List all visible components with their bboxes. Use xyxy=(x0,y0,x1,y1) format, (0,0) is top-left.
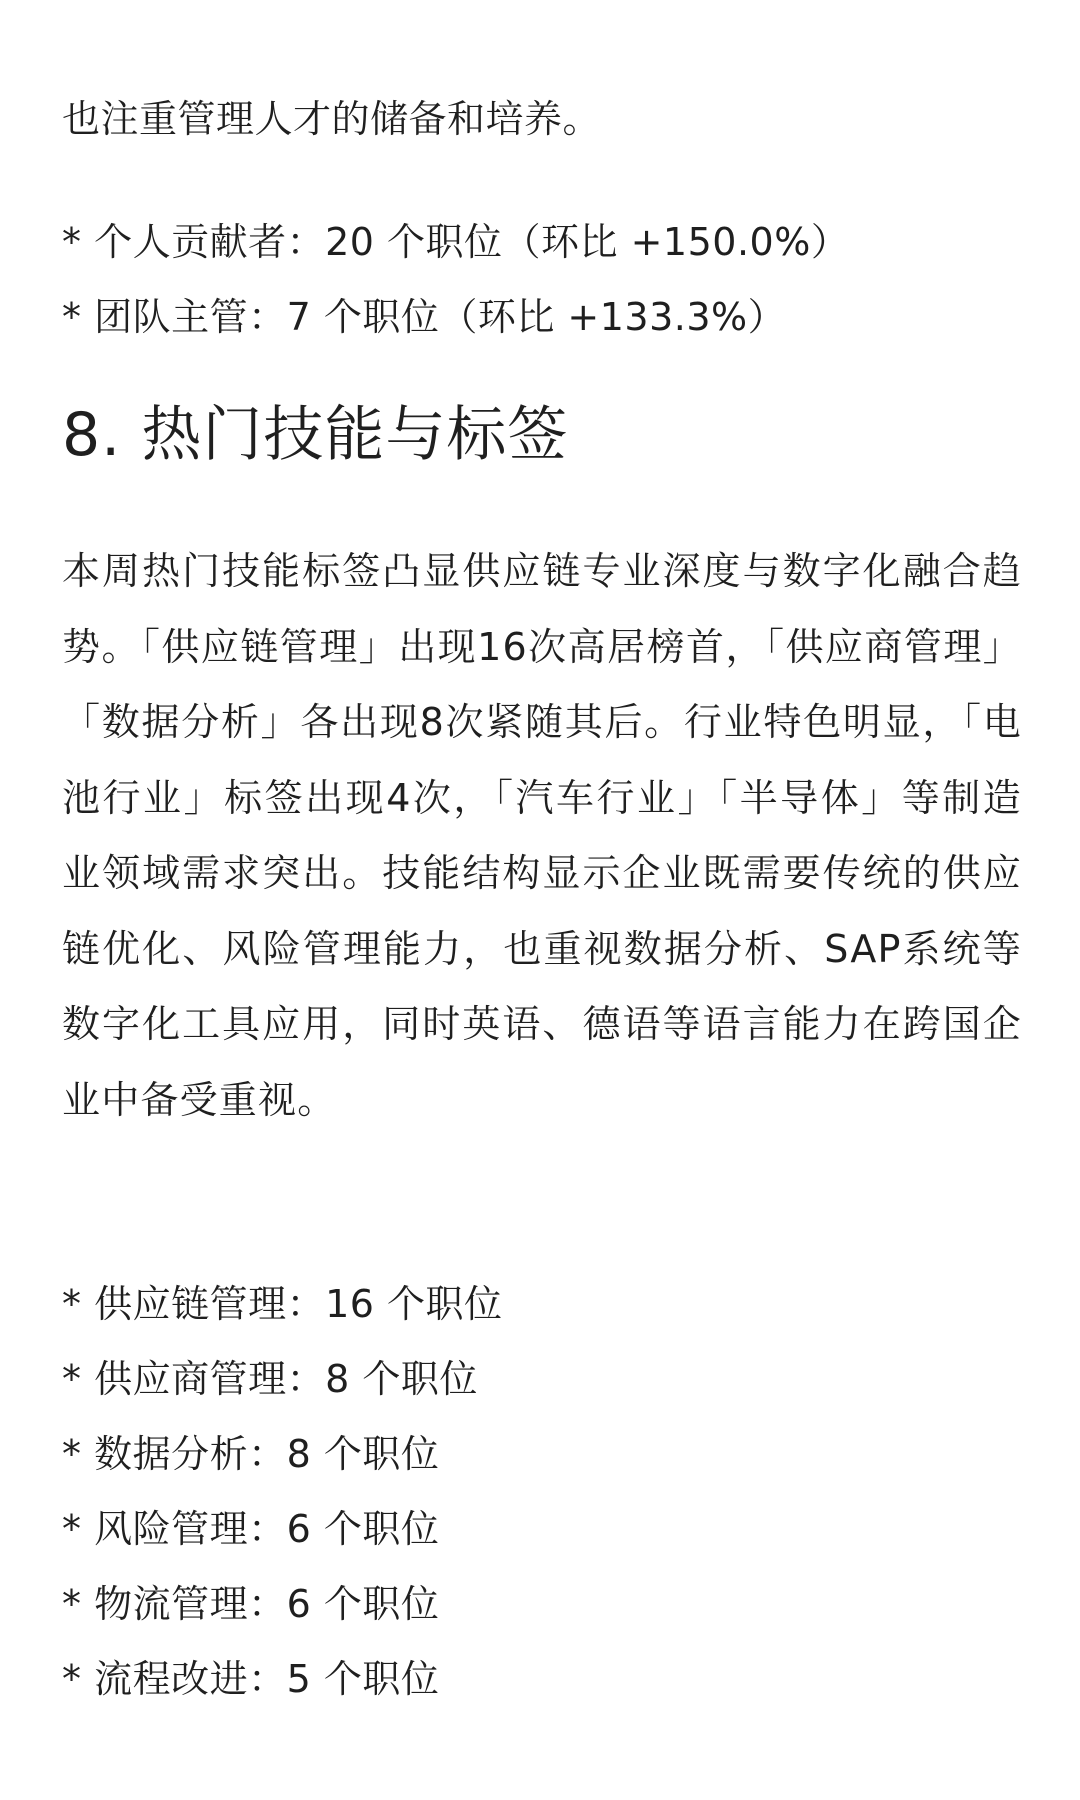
skill-list xyxy=(62,1267,503,1717)
list-item-team-lead: * 团队主管：7 个职位（环比 +133.3%） xyxy=(62,295,787,339)
intro-text: 也注重管理人才的储备和培养。 xyxy=(62,97,602,141)
list-item-process-improvement: * 流程改进：5 个职位 xyxy=(62,1657,440,1701)
list-item-individual-contributor: * 个人贡献者：20 个职位（环比 +150.0%） xyxy=(62,220,850,264)
section-paragraph: 本周热门技能标签凸显供应链专业深度与数字化融合趋势。「供应链管理」出现16次高居榜首，「供应商管理」「数据分析」各出现8次紧随其后。行业特色明显，「电池行业」标签出现4次，「汽车行业」「半导体」等制造业领域需求突出。技能结构显示企业既需要传统的供应链优化、风险管理能力，也重视数据分析、SAP系统等数字化工具应用，同时英语、德语等语言能力在跨国企业中备受重视。 xyxy=(62,549,1022,1122)
list-item-data-analysis: * 数据分析：8 个职位 xyxy=(62,1432,440,1476)
list-item-logistics: * 物流管理：6 个职位 xyxy=(62,1582,440,1626)
list-item-supply-chain: * 供应链管理：16 个职位 xyxy=(62,1282,503,1326)
list-item-supplier-management: * 供应商管理：8 个职位 xyxy=(62,1357,478,1401)
section-heading: 8. 热门技能与标签 xyxy=(62,400,569,470)
list-item-risk-management: * 风险管理：6 个职位 xyxy=(62,1507,440,1551)
role-level-list xyxy=(62,205,849,355)
